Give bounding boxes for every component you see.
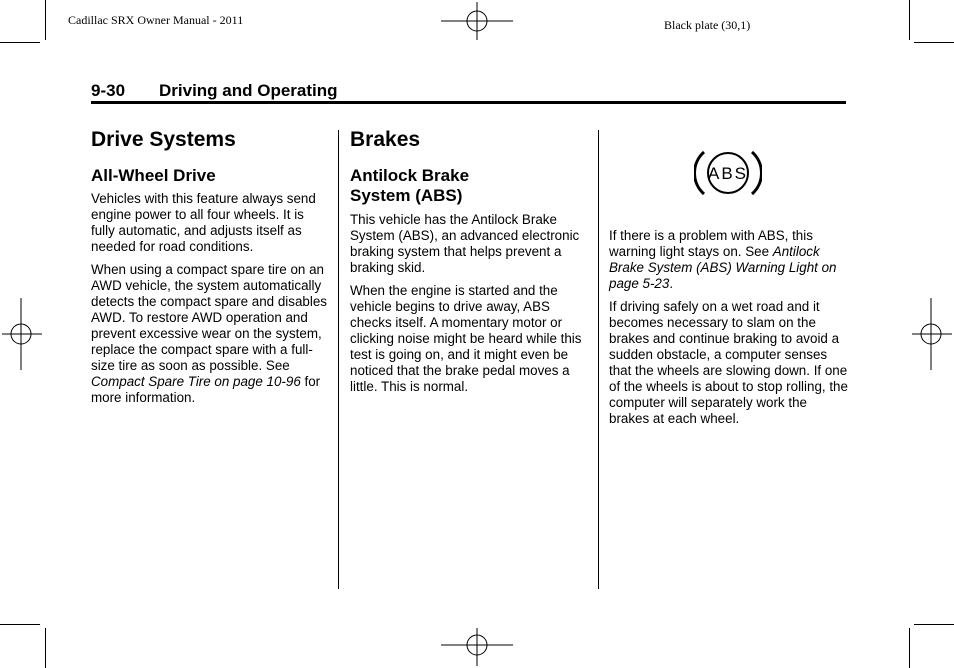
heading-abs-line1: Antilock Brake: [350, 166, 470, 185]
crop-mark: [45, 628, 46, 668]
column-abs-continued: [609, 228, 849, 434]
heading-drive-systems: Drive Systems: [91, 128, 236, 151]
heading-abs-line2: System (ABS): [350, 186, 463, 205]
column-drive-systems: [91, 128, 327, 413]
paragraph: This vehicle has the Antilock Brake System (ABS), an advanced electronic braking system that helps prevent a braking skid.: [350, 212, 580, 275]
plate-label: Black plate (30,1): [664, 18, 751, 32]
column-divider: [338, 130, 339, 589]
section-title: Driving and Operating: [159, 81, 338, 100]
registration-mark-icon: [441, 626, 513, 666]
header-rule: [91, 101, 846, 104]
crop-mark: [909, 628, 910, 668]
paragraph: If driving safely on a wet road and it becomes necessary to slam on the brakes and continue braking to avoid a sudden obstacle, a computer senses that the wheels are slowing down. If one of the wheels is about to stop rolling, the computer will separately work the brakes at each wheel.: [609, 299, 848, 426]
heading-brakes: Brakes: [350, 128, 421, 151]
text: .: [669, 276, 674, 291]
registration-mark-icon: [912, 298, 952, 370]
text: When using a compact spare tire on an AWD vehicle, the system automatically detects the compact spare and disables AWD. To restore AWD operation and prevent excessive wear on the system, replace the compact spare with a full-size tire as soon as possible. See: [91, 262, 327, 373]
crop-mark: [0, 624, 40, 625]
registration-mark-icon: [441, 2, 513, 42]
text: If there is a problem with ABS, this warning light stays on. See: [609, 228, 813, 259]
crop-mark: [914, 624, 954, 625]
crop-mark: [45, 0, 46, 40]
crop-mark: [914, 42, 954, 43]
document-title: Cadillac SRX Owner Manual - 2011: [68, 13, 244, 27]
column-brakes: [350, 128, 586, 402]
heading-all-wheel-drive: All-Wheel Drive: [91, 166, 216, 185]
cross-reference: Antilock Brake System (ABS) Warning Light on page 5-23: [609, 244, 837, 291]
column-divider: [598, 130, 599, 589]
heading-abs: [350, 166, 586, 206]
paragraph: [91, 262, 327, 406]
text: for more information.: [91, 374, 321, 405]
crop-mark: [909, 0, 910, 40]
crop-mark: [0, 42, 40, 43]
abs-icon-label: ABS: [707, 164, 749, 183]
paragraph: [609, 228, 849, 292]
abs-warning-icon: [694, 147, 762, 199]
page-number: 9-30: [91, 81, 126, 100]
paragraph: Vehicles with this feature always send engine power to all four wheels. It is fully automatic, and adjusts itself as needed for road conditions.: [91, 191, 316, 254]
paragraph: When the engine is started and the vehicle begins to drive away, ABS checks itself. A momentary motor or clicking noise might be heard while this test is going on, and it might even be noticed that the brake pedal moves a little. This is normal.: [350, 283, 582, 394]
registration-mark-icon: [2, 298, 42, 370]
cross-reference: Compact Spare Tire on page 10-96: [91, 374, 301, 389]
running-head: [91, 81, 338, 101]
